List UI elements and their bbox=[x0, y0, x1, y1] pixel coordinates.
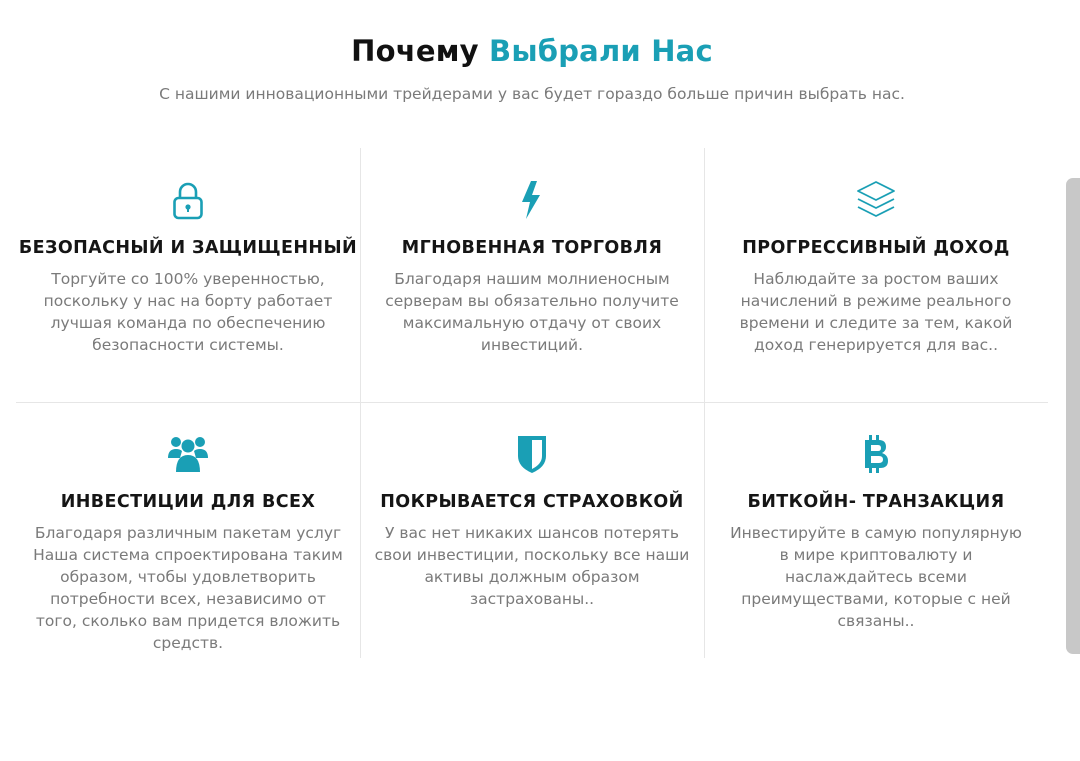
feature-description: Торгуйте со 100% уверенностью, поскольку у нас на борту работает лучшая команда по обеспечению безопасности системы. bbox=[43, 270, 333, 354]
feature-title: ПРОГРЕССИВНЫЙ ДОХОД bbox=[742, 238, 1010, 258]
section-title-plain: Почему bbox=[351, 34, 479, 68]
lock-icon bbox=[16, 178, 360, 222]
layers-icon bbox=[704, 178, 1048, 222]
feature-title: ПОКРЫВАЕТСЯ СТРАХОВКОЙ bbox=[380, 492, 684, 512]
feature-title: ИНВЕСТИЦИИ ДЛЯ ВСЕХ bbox=[60, 492, 316, 512]
feature-title: БЕЗОПАСНЫЙ И ЗАЩИЩЕННЫЙ bbox=[18, 238, 358, 258]
feature-description: Наблюдайте за ростом ваших начислений в режиме реального времени и следите за тем, какой доход генерируется для вас.. bbox=[739, 270, 1013, 354]
users-icon bbox=[16, 432, 360, 476]
feature-description: Инвестируйте в самую популярную в мире криптовалюту и наслаждайтесь всеми преимуществами, которые с ней связаны.. bbox=[730, 524, 1022, 630]
feature-card-secure bbox=[16, 178, 360, 356]
shield-icon bbox=[360, 432, 704, 476]
section-subtitle: С нашими инновационными трейдерами у вас будет гораздо больше причин выбрать нас. bbox=[159, 85, 905, 103]
grid-divider-horizontal bbox=[16, 402, 1048, 403]
feature-description: У вас нет никаких шансов потерять свои инвестиции, поскольку все наши активы должным образом застрахованы.. bbox=[374, 524, 690, 608]
feature-card-investment-for-all bbox=[16, 432, 360, 654]
features-grid bbox=[16, 148, 1048, 658]
feature-card-instant-trading bbox=[360, 178, 704, 356]
section-title bbox=[0, 34, 1064, 68]
feature-card-insured bbox=[360, 432, 704, 610]
feature-description: Благодаря различным пакетам услуг Наша система спроектирована таким образом, чтобы удовлетворить потребности всех, независимо от того, сколько вам придется вложить средств. bbox=[33, 524, 343, 652]
feature-card-bitcoin bbox=[704, 432, 1048, 632]
scrollbar[interactable] bbox=[1066, 178, 1080, 654]
lightning-icon bbox=[360, 178, 704, 222]
section-title-accent: Выбрали Нас bbox=[489, 34, 713, 68]
feature-title: БИТКОЙН- ТРАНЗАКЦИЯ bbox=[747, 492, 1005, 512]
bitcoin-icon bbox=[704, 432, 1048, 476]
feature-card-progressive-income bbox=[704, 178, 1048, 356]
feature-title: МГНОВЕННАЯ ТОРГОВЛЯ bbox=[401, 238, 663, 258]
feature-description: Благодаря нашим молниеносным серверам вы обязательно получите максимальную отдачу от своих инвестиций. bbox=[385, 270, 679, 354]
